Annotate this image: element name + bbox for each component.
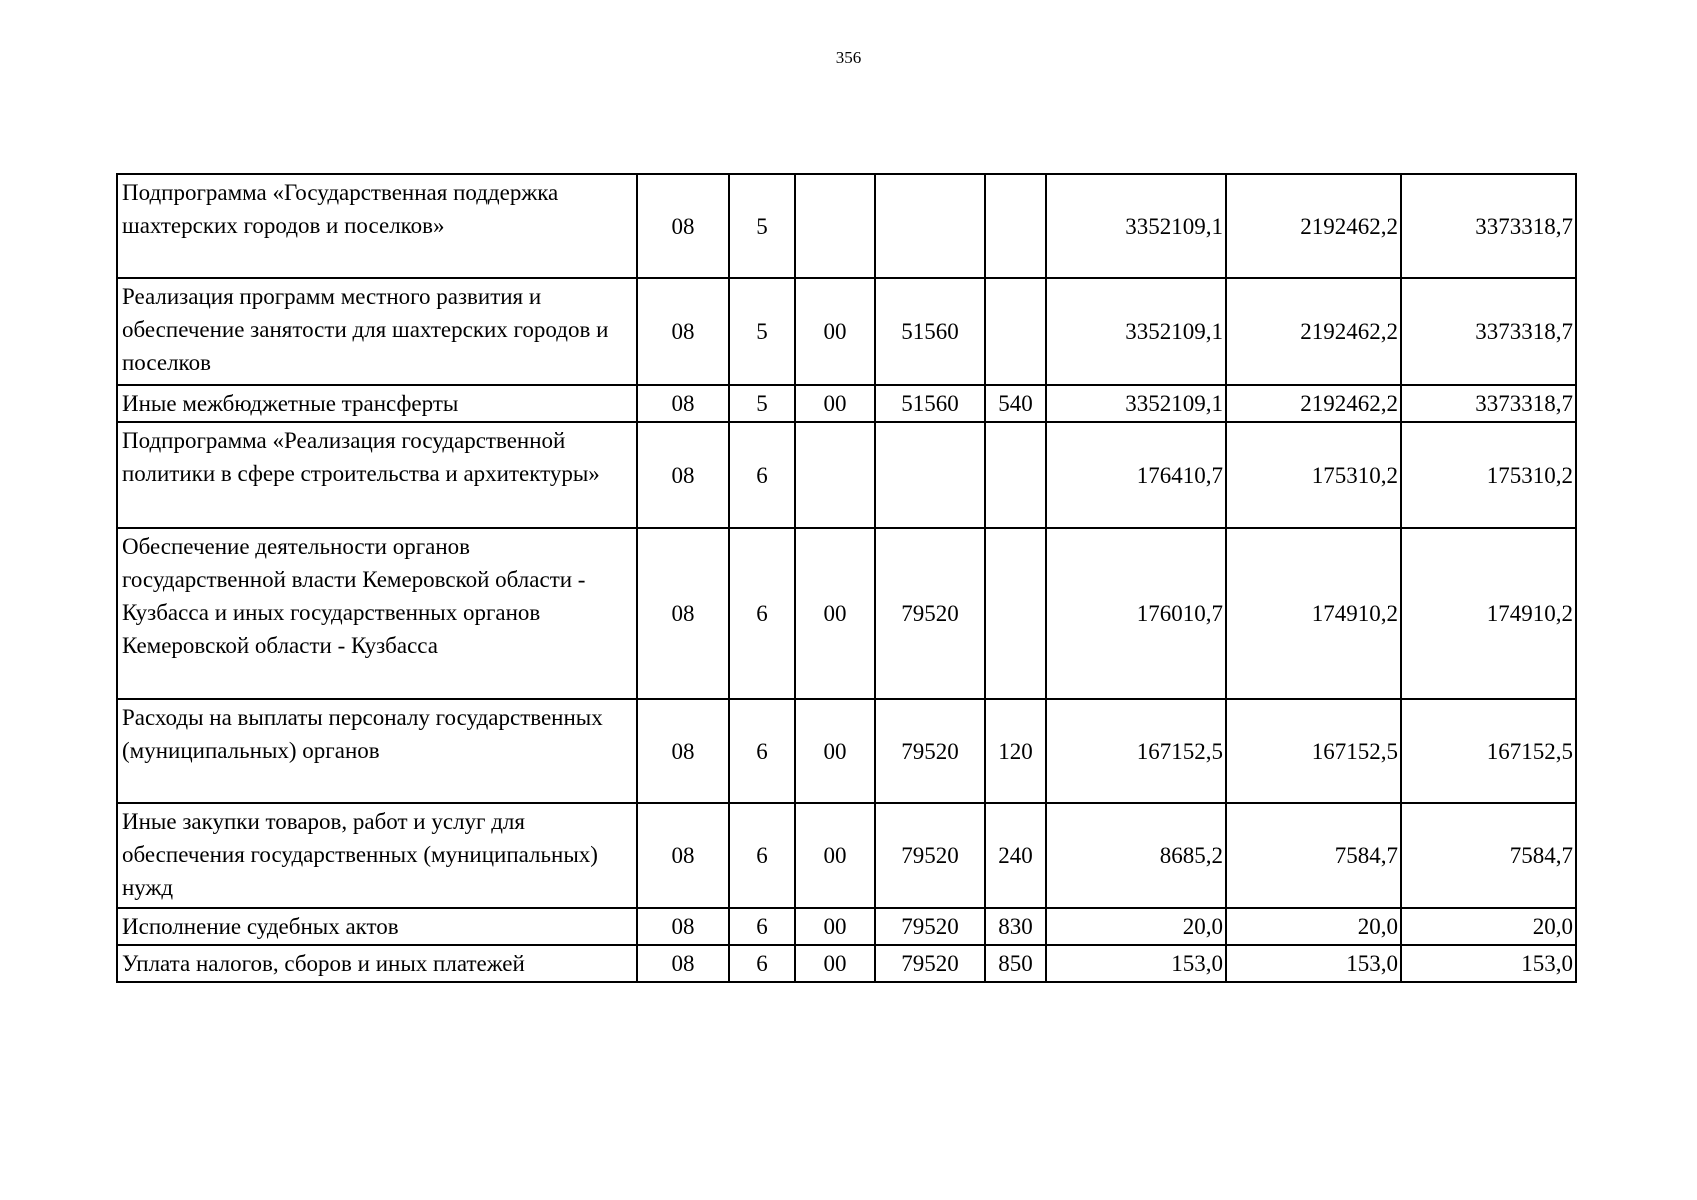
- table-row: [117, 908, 1576, 945]
- table-row: [117, 528, 1576, 699]
- target-code: 79520: [875, 528, 985, 699]
- expense-type-code: 120: [985, 699, 1046, 803]
- amount-year-1: 176410,7: [1046, 422, 1226, 528]
- amount-year-1: 20,0: [1046, 908, 1226, 945]
- target-code: 51560: [875, 385, 985, 422]
- amount-year-3: 175310,2: [1401, 422, 1576, 528]
- table-row: [117, 385, 1576, 422]
- amount-year-2: 20,0: [1226, 908, 1401, 945]
- row-name: Подпрограмма «Реализация государственной политики в сфере строительства и архитектуры»: [117, 422, 637, 528]
- target-code: [875, 174, 985, 278]
- amount-year-3: 3373318,7: [1401, 385, 1576, 422]
- program-code: 00: [795, 945, 875, 982]
- amount-year-2: 174910,2: [1226, 528, 1401, 699]
- row-name: Уплата налогов, сборов и иных платежей: [117, 945, 637, 982]
- page-number: 356: [835, 48, 862, 67]
- amount-year-1: 167152,5: [1046, 699, 1226, 803]
- target-code: 79520: [875, 908, 985, 945]
- row-name: Исполнение судебных актов: [117, 908, 637, 945]
- amount-year-1: 3352109,1: [1046, 174, 1226, 278]
- row-name: Реализация программ местного развития и обеспечение занятости для шахтерских городов и поселков: [117, 278, 637, 385]
- section-code: 08: [637, 528, 729, 699]
- amount-year-3: 174910,2: [1401, 528, 1576, 699]
- amount-year-2: 2192462,2: [1226, 174, 1401, 278]
- amount-year-2: 167152,5: [1226, 699, 1401, 803]
- target-code: 79520: [875, 945, 985, 982]
- program-code: [795, 422, 875, 528]
- amount-year-1: 3352109,1: [1046, 278, 1226, 385]
- subsection-code: 5: [729, 278, 795, 385]
- amount-year-2: 2192462,2: [1226, 385, 1401, 422]
- row-name: Обеспечение деятельности органов государственной власти Кемеровской области - Кузбасса и иных государственных органов Кемеровской области - Кузбасса: [117, 528, 637, 699]
- subsection-code: 6: [729, 699, 795, 803]
- program-code: 00: [795, 908, 875, 945]
- target-code: 51560: [875, 278, 985, 385]
- amount-year-3: 3373318,7: [1401, 278, 1576, 385]
- program-code: 00: [795, 528, 875, 699]
- section-code: 08: [637, 422, 729, 528]
- row-name: Расходы на выплаты персоналу государственных (муниципальных) органов: [117, 699, 637, 803]
- expense-type-code: [985, 278, 1046, 385]
- subsection-code: 5: [729, 174, 795, 278]
- amount-year-1: 8685,2: [1046, 803, 1226, 908]
- amount-year-2: 153,0: [1226, 945, 1401, 982]
- subsection-code: 6: [729, 803, 795, 908]
- subsection-code: 6: [729, 528, 795, 699]
- table-row: [117, 174, 1576, 278]
- table-row: [117, 945, 1576, 982]
- section-code: 08: [637, 278, 729, 385]
- target-code: 79520: [875, 699, 985, 803]
- subsection-code: 5: [729, 385, 795, 422]
- program-code: [795, 174, 875, 278]
- table-row: [117, 699, 1576, 803]
- program-code: 00: [795, 278, 875, 385]
- section-code: 08: [637, 803, 729, 908]
- section-code: 08: [637, 385, 729, 422]
- subsection-code: 6: [729, 422, 795, 528]
- amount-year-3: 7584,7: [1401, 803, 1576, 908]
- program-code: 00: [795, 803, 875, 908]
- expense-type-code: 540: [985, 385, 1046, 422]
- section-code: 08: [637, 699, 729, 803]
- amount-year-2: 175310,2: [1226, 422, 1401, 528]
- amount-year-2: 7584,7: [1226, 803, 1401, 908]
- amount-year-3: 167152,5: [1401, 699, 1576, 803]
- amount-year-1: 176010,7: [1046, 528, 1226, 699]
- budget-table: [116, 173, 1577, 983]
- subsection-code: 6: [729, 908, 795, 945]
- amount-year-1: 153,0: [1046, 945, 1226, 982]
- amount-year-2: 2192462,2: [1226, 278, 1401, 385]
- program-code: 00: [795, 385, 875, 422]
- row-name: Иные межбюджетные трансферты: [117, 385, 637, 422]
- expense-type-code: [985, 174, 1046, 278]
- row-name: Подпрограмма «Государственная поддержка шахтерских городов и поселков»: [117, 174, 637, 278]
- section-code: 08: [637, 945, 729, 982]
- section-code: 08: [637, 908, 729, 945]
- table-row: [117, 803, 1576, 908]
- amount-year-1: 3352109,1: [1046, 385, 1226, 422]
- subsection-code: 6: [729, 945, 795, 982]
- row-name: Иные закупки товаров, работ и услуг для обеспечения государственных (муниципальных) нужд: [117, 803, 637, 908]
- table-row: [117, 422, 1576, 528]
- amount-year-3: 3373318,7: [1401, 174, 1576, 278]
- target-code: 79520: [875, 803, 985, 908]
- expense-type-code: [985, 422, 1046, 528]
- expense-type-code: 850: [985, 945, 1046, 982]
- amount-year-3: 153,0: [1401, 945, 1576, 982]
- expense-type-code: [985, 528, 1046, 699]
- amount-year-3: 20,0: [1401, 908, 1576, 945]
- expense-type-code: 240: [985, 803, 1046, 908]
- section-code: 08: [637, 174, 729, 278]
- program-code: 00: [795, 699, 875, 803]
- expense-type-code: 830: [985, 908, 1046, 945]
- target-code: [875, 422, 985, 528]
- table-row: [117, 278, 1576, 385]
